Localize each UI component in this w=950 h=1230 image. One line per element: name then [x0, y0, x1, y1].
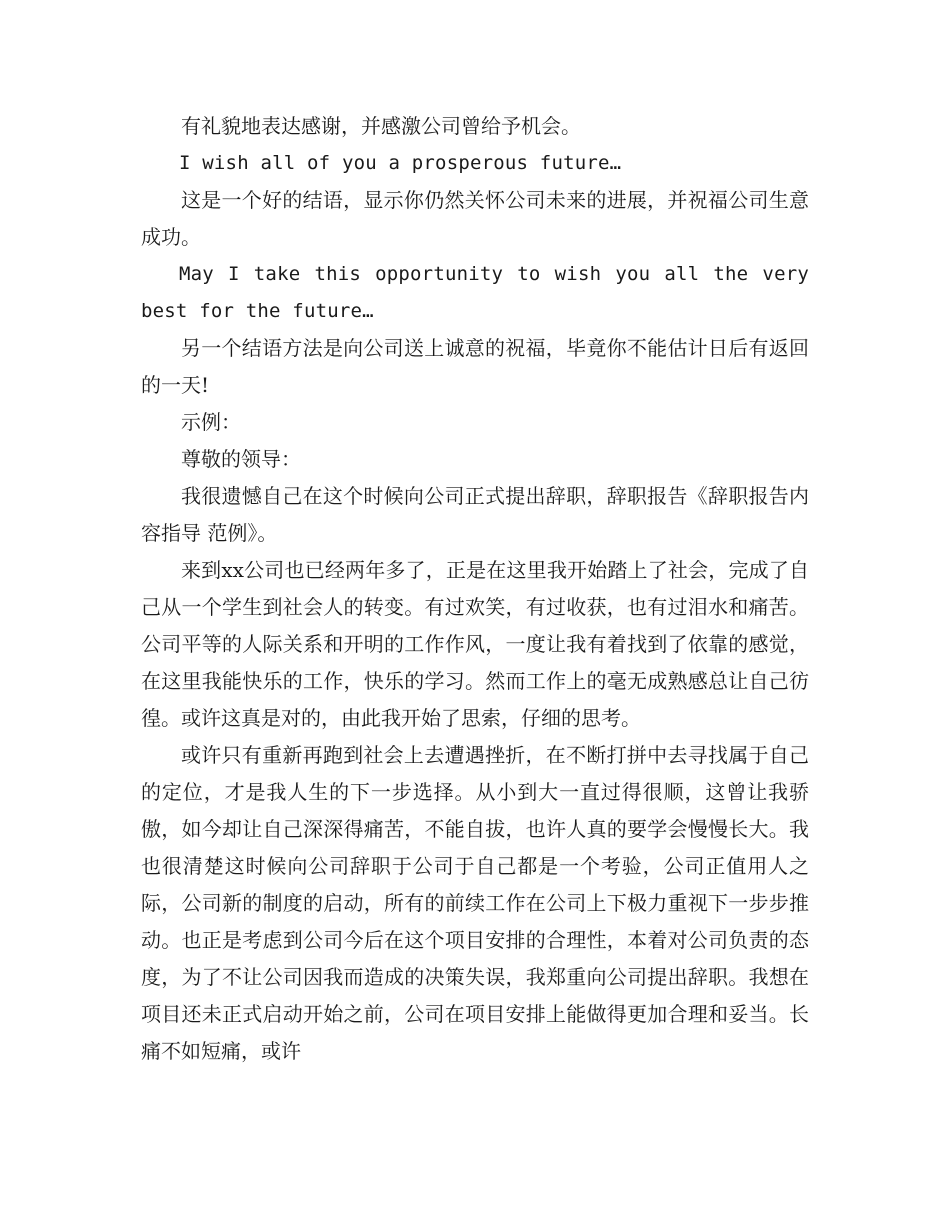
paragraph-english-opportunity: May I take this opportunity to wish you all the very best for the future… — [141, 263, 809, 322]
paragraph-english-wish: I wish all of you a prosperous future… — [179, 152, 622, 174]
paragraph-resignation-intro: 我很遗憾自己在这个时候向公司正式提出辞职，辞职报告《辞职报告内容指导 范例》。 — [141, 484, 809, 545]
paragraph-alternative-closing: 另一个结语方法是向公司送上诚意的祝福，毕竟你不能估计日后有返回的一天! — [141, 336, 809, 397]
paragraph-example-label: 示例： — [181, 410, 241, 434]
document-body — [141, 108, 809, 1070]
paragraph-salutation: 尊敬的领导： — [181, 447, 301, 471]
paragraph-reasoning: 或许只有重新再跑到社会上去遭遇挫折，在不断打拼中去寻找属于自己的定位，才是我人生的下一步选择。从小到大一直过得很顺，这曾让我骄傲，如今却让自己深深得痛苦，不能自拔，也许人真的要学会慢慢长大。我也很清楚这时候向公司辞职于公司于自己都是一个考验，公司正值用人之际，公司新的制度的启动，所有的前续工作在公司上下极力重视下一步步推动。也正是考虑到公司今后在这个项目安排的合理性，本着对公司负责的态度，为了不让公司因我而造成的决策失误，我郑重向公司提出辞职。我想在项目还未正式启动开始之前，公司在项目安排上能做得更加合理和妥当。长痛不如短痛，或许 — [141, 743, 809, 1063]
paragraph-experience: 来到xx公司也已经两年多了，正是在这里我开始踏上了社会，完成了自己从一个学生到社会人的转变。有过欢笑，有过收获，也有过泪水和痛苦。公司平等的人际关系和开明的工作作风，一度让我有着找到了依靠的感觉，在这里我能快乐的工作，快乐的学习。然而工作上的毫无成熟感总让自己彷徨。或许这真是对的，由此我开始了思索，仔细的思考。 — [141, 558, 809, 730]
paragraph-thanks: 有礼貌地表达感谢，并感激公司曾给予机会。 — [181, 114, 581, 138]
paragraph-closing-remark: 这是一个好的结语，显示你仍然关怀公司未来的进展，并祝福公司生意成功。 — [141, 188, 809, 249]
